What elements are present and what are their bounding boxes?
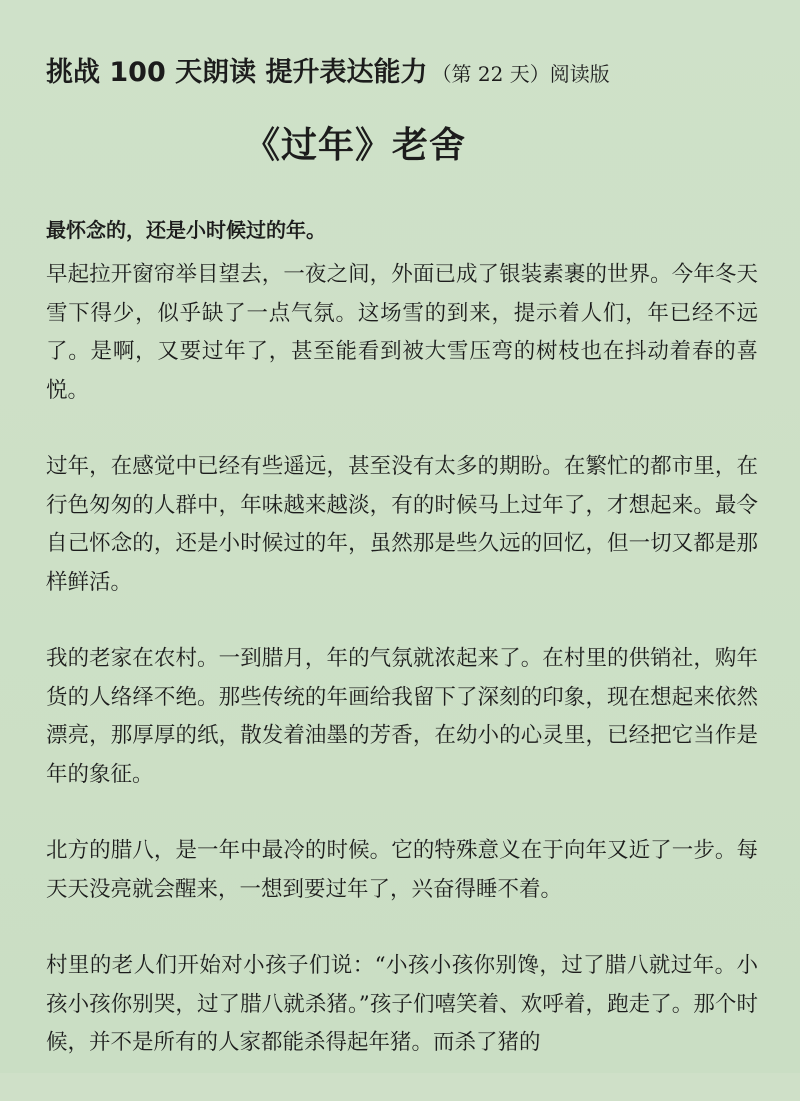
- article-body: [46, 256, 758, 1101]
- lead-sentence: 最怀念的，还是小时候过的年。: [46, 218, 326, 242]
- series-title: 挑战 100 天朗读 提升表达能力: [46, 57, 428, 88]
- paragraph-2: 过年，在感觉中已经有些遥远，甚至没有太多的期盼。在繁忙的都市里，在行色匆匆的人群中，年味越来越淡，有的时候马上过年了，才想起来。最令自己怀念的，还是小时候过的年，虽然那是些久远的回忆，但一切又都是那样鲜活。: [46, 454, 758, 595]
- header: [46, 50, 766, 89]
- article-title: 《过年》老舍: [243, 125, 466, 166]
- paragraph-1: 早起拉开窗帘举目望去，一夜之间，外面已成了银装素裹的世界。今年冬天雪下得少，似乎缺了一点气氛。这场雪的到来，提示着人们，年已经不远了。是啊，又要过年了，甚至能看到被大雪压弯的树枝也在抖动着春的喜悦。: [46, 262, 758, 403]
- paragraph-4: 北方的腊八，是一年中最冷的时候。它的特殊意义在于向年又近了一步。每天天没亮就会醒来，一想到要过年了，兴奋得睡不着。: [46, 838, 758, 902]
- paragraph-5: 村里的老人们开始对小孩子们说：“小孩小孩你别馋，过了腊八就过年。小孩小孩你别哭，过了腊八就杀猪。”孩子们嘻笑着、欢呼着，跑走了。那个时候，并不是所有的人家都能杀得起年猪。而杀了猪的: [46, 953, 758, 1055]
- series-subtitle: （第 22 天）阅读版: [431, 62, 610, 86]
- paragraph-3: 我的老家在农村。一到腊月，年的气氛就浓起来了。在村里的供销社，购年货的人络绎不绝。那些传统的年画给我留下了深刻的印象，现在想起来依然漂亮，那厚厚的纸，散发着油墨的芳香，在幼小的心灵里，已经把它当作是年的象征。: [46, 646, 758, 787]
